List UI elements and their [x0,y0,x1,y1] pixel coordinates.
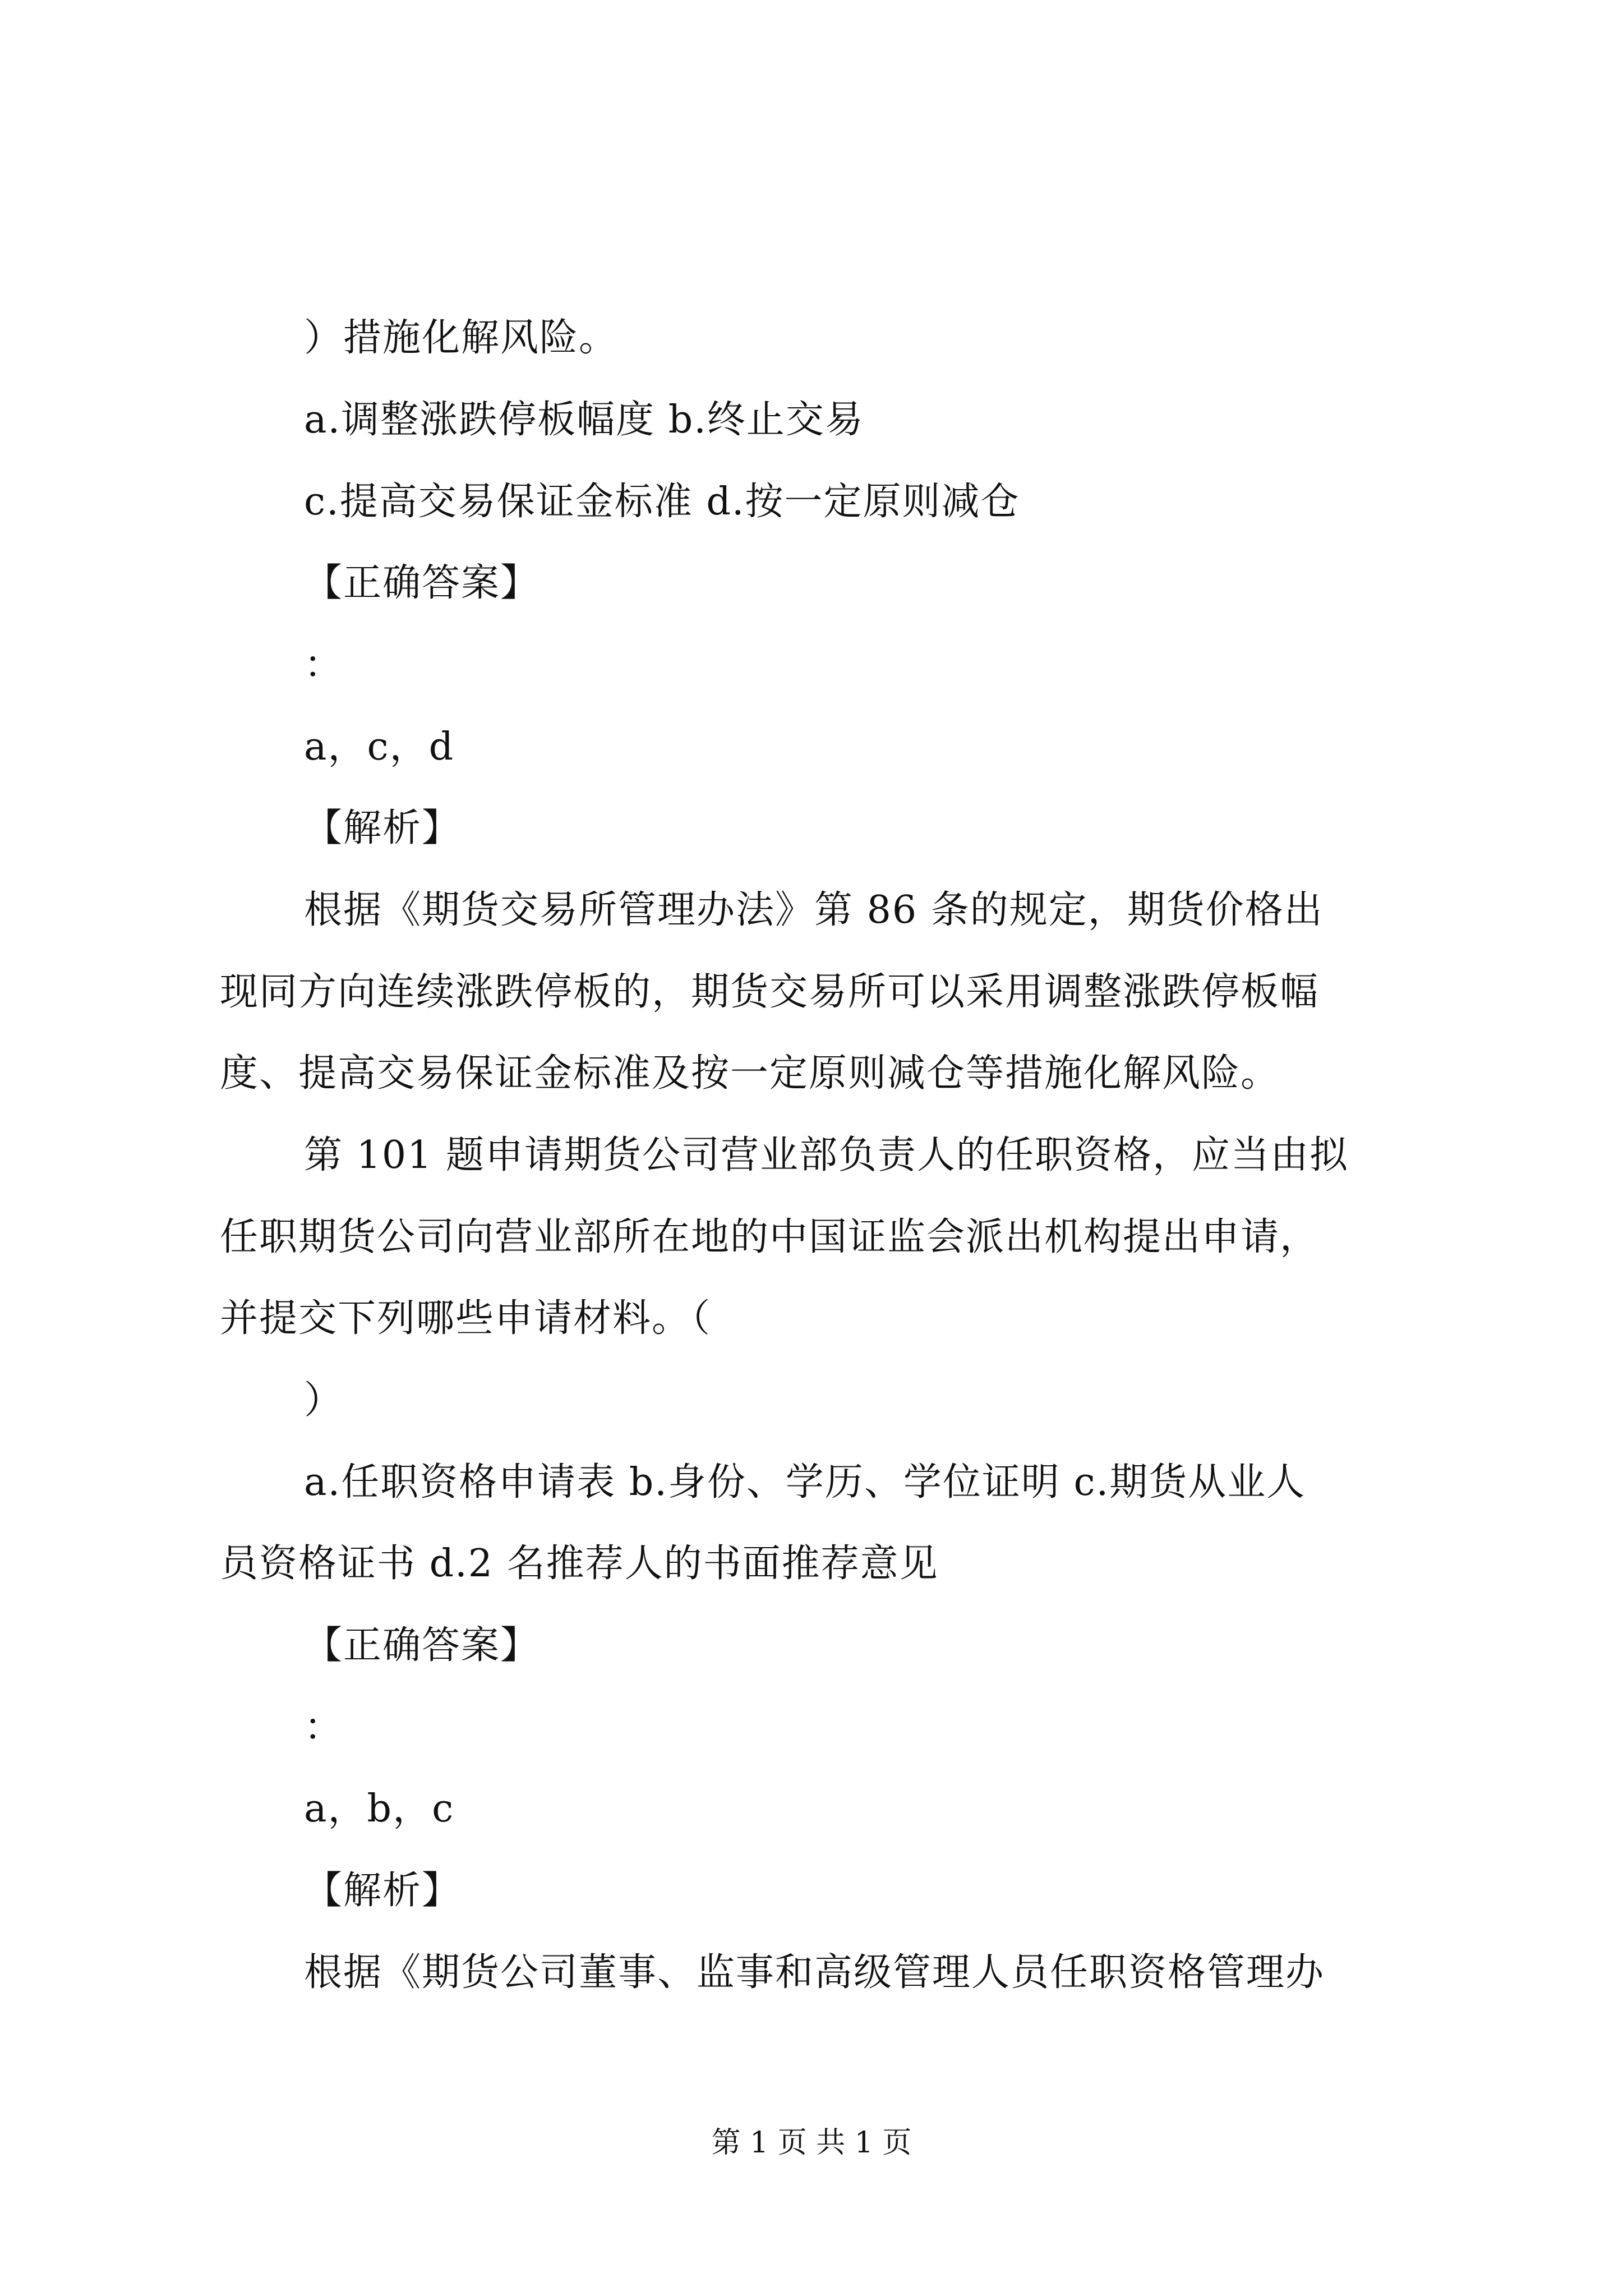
answer-value: a，c，d [304,725,455,769]
question-text: 并提交下列哪些申请材料。（ [220,1296,712,1341]
answer-value: a，b，c [304,1787,455,1831]
analysis-text: 度、提高交易保证金标准及按一定原则减仓等措施化解风险。 [220,1051,1280,1096]
colon-line: ： [304,1705,344,1750]
option-line: c.提高交易保证金标准 d.按一定原则减仓 [304,480,1020,524]
analysis-heading: 【解析】 [304,806,462,850]
option-line: a.调整涨跌停板幅度 b.终止交易 [304,398,864,442]
answer-heading: 【正确答案】 [304,561,540,605]
colon-line: ： [304,643,344,687]
page-footer: 第 1 页 共 1 页 [711,2126,912,2160]
option-line: 员资格证书 d.2 名推荐人的书面推荐意见 [220,1542,939,1586]
text-line: ） [304,1378,344,1423]
question-text: 第 101 题申请期货公司营业部负责人的任职资格，应当由拟 [304,1133,1349,1177]
analysis-text: 现同方向连续涨跌停板的，期货交易所可以采用调整涨跌停板幅 [220,970,1320,1014]
answer-heading: 【正确答案】 [304,1623,540,1668]
analysis-text: 根据《期货交易所管理办法》第 86 条的规定，期货价格出 [304,888,1324,932]
analysis-heading: 【解析】 [304,1869,462,1913]
text-line: ）措施化解风险。 [304,316,619,360]
option-line: a.任职资格申请表 b.身份、学历、学位证明 c.期货从业人 [304,1460,1306,1504]
analysis-text: 根据《期货公司董事、监事和高级管理人员任职资格管理办 [304,1950,1325,1995]
question-text: 任职期货公司向营业部所在地的中国证监会派出机构提出申请， [220,1215,1320,1259]
